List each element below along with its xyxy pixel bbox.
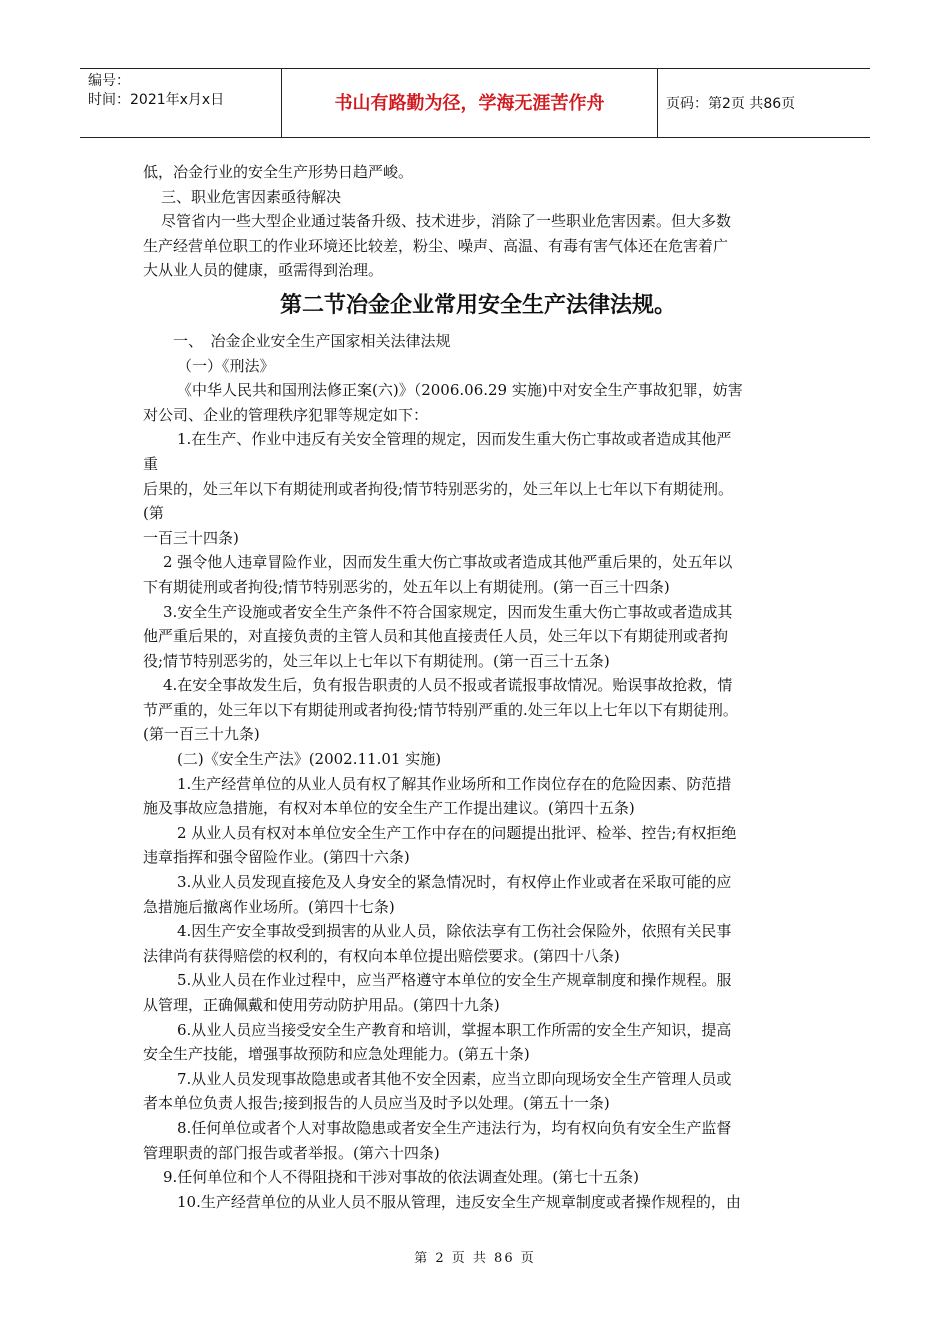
body-line: 7.从业人员发现事故隐患或者其他不安全因素，应当立即向现场安全生产管理人员或 — [177, 1069, 732, 1088]
body-line: 对公司、企业的管理秩序犯罪等规定如下： — [143, 405, 429, 424]
subsection-heading: （一）《刑法》 — [177, 356, 275, 375]
body-line: 生产经营单位职工的作业环境还比较差，粉尘、噪声、高温、有毒有害气体还在危害着广 — [143, 236, 729, 255]
body-line: 6.从业人员应当接受安全生产教育和培训，掌握本职工作所需的安全生产知识，提高 — [177, 1020, 732, 1039]
body-line: 节严重的，处三年以下有期徒刑或者拘役;情节特别严重的.处三年以上七年以下有期徒刑。 — [143, 700, 738, 719]
document-time-label: 时间：2021年x月x日 — [88, 92, 225, 108]
body-line: 1.生产经营单位的从业人员有权了解其作业场所和工作岗位存在的危险因素、防范措 — [177, 774, 732, 793]
header-meta-cell — [80, 69, 280, 137]
body-line: 3.安全生产设施或者安全生产条件不符合国家规定，因而发生重大伤亡事故或者造成其 — [163, 602, 733, 621]
header-page-cell — [658, 69, 870, 137]
section-title: 第二节冶金企业常用安全生产法律法规。 — [279, 292, 676, 318]
subsection-heading: 三、职业危害因素亟待解决 — [161, 187, 342, 206]
body-line: 急措施后撤离作业场所。(第四十七条) — [143, 897, 395, 916]
body-line: 施及事故应急措施，有权对本单位的安全生产工作提出建议。(第四十五条) — [143, 799, 635, 818]
subsection-heading: 一、 冶金企业安全生产国家相关法律法规 — [173, 331, 451, 350]
body-line: 低，冶金行业的安全生产形势日趋严峻。 — [143, 163, 414, 181]
body-line: 安全生产技能，增强事故预防和应急处理能力。(第五十条) — [143, 1045, 530, 1064]
body-line: 下有期徒刑或者拘役;情节特别恶劣的，处五年以上有期徒刑。(第一百三十四条) — [143, 577, 670, 596]
body-line: 4.因生产安全事故受到损害的从业人员，除依法享有工伤社会保险外，依照有关民事 — [177, 922, 732, 941]
page-footer: 第 2 页 共 86 页 — [414, 1251, 536, 1266]
document-number-label: 编号： — [88, 73, 130, 89]
body-line: 尽管省内一些大型企业通过装备升级、技术进步，消除了一些职业危害因素。但大多数 — [161, 212, 732, 231]
document-body — [143, 160, 813, 1214]
body-line: 重 — [143, 454, 159, 473]
body-line: 8.任何单位或者个人对事故隐患或者安全生产违法行为，均有权向负有安全生产监督 — [177, 1118, 732, 1137]
body-line: 9.任何单位和个人不得阻挠和干涉对事故的依法调查处理。(第七十五条) — [163, 1168, 640, 1187]
body-line: 2 从业人员有权对本单位安全生产工作中存在的问题提出批评、检举、控告;有权拒绝 — [177, 823, 737, 842]
header-motto: 书山有路勤为径，学海无涯苦作舟 — [334, 93, 605, 114]
body-line: 2 强令他人违章冒险作业，因而发生重大伤亡事故或者造成其他严重后果的，处五年以 — [163, 553, 733, 572]
body-line: 管理职责的部门报告或者举报。(第六十四条) — [143, 1143, 440, 1162]
body-line: 者本单位负责人报告;接到报告的人员应当及时予以处理。(第五十一条) — [143, 1094, 610, 1113]
page-header — [80, 68, 870, 138]
body-line: 违章指挥和强令留险作业。(第四十六条) — [143, 848, 410, 867]
body-line: 一百三十四条) — [143, 528, 239, 547]
body-line: 大从业人员的健康，亟需得到治理。 — [143, 261, 384, 280]
body-line: (第 — [143, 504, 164, 523]
body-line: 他严重后果的，对直接负责的主管人员和其他直接责任人员，处三年以下有期徒刑或者拘 — [143, 627, 729, 646]
body-line: 4.在安全事故发生后，负有报告职责的人员不报或者谎报事故情况。贻误事故抢救，情 — [163, 676, 733, 695]
body-line: 役;情节特别恶劣的，处三年以上七年以下有期徒刑。(第一百三十五条) — [143, 651, 610, 670]
body-line: (第一百三十九条) — [143, 725, 260, 744]
header-motto-cell — [281, 69, 658, 137]
header-page-info: 页码：第2页 共86页 — [666, 96, 796, 112]
body-line: 《中华人民共和国刑法修正案(六)》（2006.06.29 实施)中对安全生产事故犯罪，妨害 — [177, 381, 743, 400]
body-line: 从管理，正确佩戴和使用劳动防护用品。(第四十九条) — [143, 996, 500, 1014]
body-line: 10.生产经营单位的从业人员不服从管理，违反安全生产规章制度或者操作规程的，由 — [177, 1192, 741, 1211]
body-line: 5.从业人员在作业过程中，应当严格遵守本单位的安全生产规章制度和操作规程。服 — [177, 971, 732, 990]
body-line: 后果的，处三年以下有期徒刑或者拘役;情节特别恶劣的，处三年以上七年以下有期徒刑。 — [143, 479, 734, 498]
subsection-heading: (二)《安全生产法》(2002.11.01 实施) — [177, 750, 442, 769]
body-line: 法律尚有获得赔偿的权利的，有权向本单位提出赔偿要求。(第四十八条) — [143, 946, 620, 965]
body-line: 1.在生产、作业中违反有关安全管理的规定，因而发生重大伤亡事故或者造成其他严 — [177, 430, 732, 449]
body-line: 3.从业人员发现直接危及人身安全的紧急情况时，有权停止作业或者在采取可能的应 — [177, 873, 732, 892]
